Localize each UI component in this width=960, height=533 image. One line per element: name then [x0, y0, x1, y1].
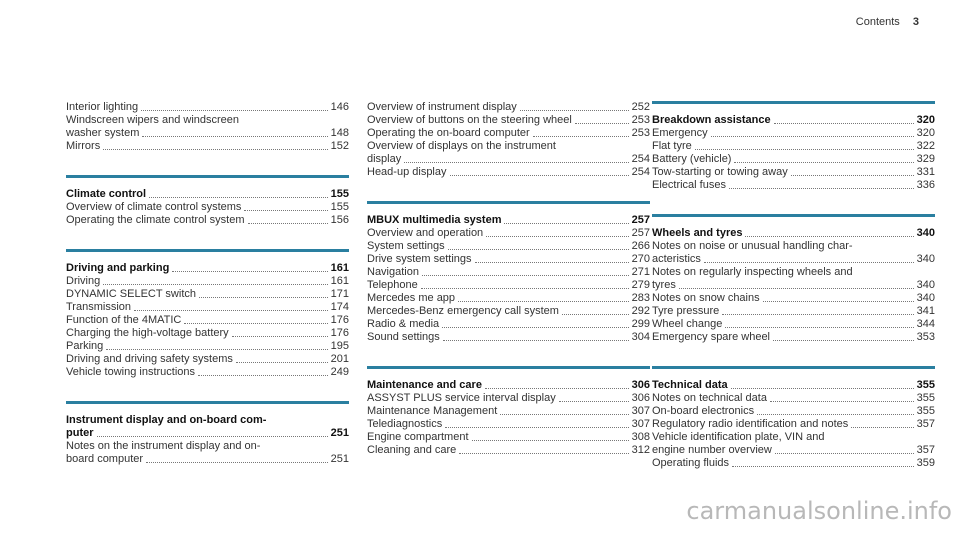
toc-entry-text: Drive system settings — [367, 253, 472, 265]
dot-leader — [757, 414, 914, 415]
toc-entry[interactable] — [652, 140, 935, 153]
dot-leader — [500, 414, 628, 415]
toc-entry-text: Flat tyre — [652, 140, 692, 152]
dot-leader — [236, 362, 328, 363]
toc-entry-text: tyres — [652, 279, 676, 291]
dot-leader — [504, 223, 628, 224]
toc-column-1 — [66, 101, 349, 488]
dot-leader — [142, 136, 327, 137]
toc-entry-text: acteristics — [652, 253, 701, 265]
toc-entry-text: Interior lighting — [66, 101, 139, 113]
toc-entry[interactable] — [367, 240, 650, 253]
toc-entry-page: 251 — [330, 453, 349, 465]
toc-entry[interactable] — [66, 353, 349, 366]
toc-entry-text: Regulatory radio identification and notes — [652, 418, 849, 430]
toc-entry-text: Operating the on-board computer — [367, 127, 530, 139]
dot-leader — [450, 175, 629, 176]
toc-column-2 — [367, 101, 650, 479]
section-rule — [652, 101, 935, 104]
section-heading-page: 340 — [916, 227, 935, 239]
toc-entry-text: board computer — [66, 453, 144, 465]
toc-entry-text: Overview of displays on the instrument — [367, 140, 556, 152]
dot-leader — [533, 136, 629, 137]
toc-section — [367, 366, 650, 457]
toc-entry-page: 355 — [916, 405, 935, 417]
toc-entry-page: 283 — [631, 292, 650, 304]
toc-entry-page: 201 — [330, 353, 349, 365]
section-heading[interactable] — [652, 114, 935, 127]
toc-entry-text: Mirrors — [66, 140, 101, 152]
toc-entry-text: display — [367, 153, 402, 165]
toc-entry-text: Wheel change — [652, 318, 723, 330]
section-rule — [66, 175, 349, 178]
toc-entry-page: 322 — [916, 140, 935, 152]
toc-entry-page: 340 — [916, 292, 935, 304]
dot-leader — [774, 123, 914, 124]
toc-entry-text: Telephone — [367, 279, 418, 291]
dot-leader — [559, 401, 629, 402]
toc-entry-text: Overview and operation — [367, 227, 484, 239]
toc-entry-text: Driving — [66, 275, 101, 287]
dot-leader — [485, 388, 629, 389]
toc-entry[interactable] — [66, 214, 349, 227]
toc-entry[interactable] — [367, 114, 650, 127]
section-heading[interactable] — [66, 262, 349, 275]
toc-section — [652, 101, 935, 192]
toc-entry-text: Operating the climate control system — [66, 214, 245, 226]
toc-entry[interactable] — [652, 405, 935, 418]
dot-leader — [404, 162, 628, 163]
toc-entry-text: Radio & media — [367, 318, 440, 330]
toc-section — [367, 101, 650, 179]
dot-leader — [146, 462, 328, 463]
dot-leader — [773, 340, 914, 341]
toc-entry-text: Head-up display — [367, 166, 447, 178]
toc-entry-text: System settings — [367, 240, 445, 252]
toc-section — [652, 214, 935, 344]
toc-entry-text: Electrical fuses — [652, 179, 726, 191]
toc-entry-text: Windscreen wipers and windscreen — [66, 114, 240, 126]
section-heading[interactable] — [367, 379, 650, 392]
toc-entry-text: Engine compartment — [367, 431, 469, 443]
dot-leader — [711, 136, 914, 137]
section-heading-page: 355 — [916, 379, 935, 391]
toc-entry-page: 156 — [330, 214, 349, 226]
section-rule — [367, 366, 650, 369]
toc-entry-text: Notes on the instrument display and on- — [66, 440, 261, 452]
dot-leader — [729, 188, 914, 189]
toc-entry-page: 357 — [916, 444, 935, 456]
toc-section — [652, 366, 935, 470]
toc-entry-page: 341 — [916, 305, 935, 317]
section-heading-text: MBUX multimedia system — [367, 214, 502, 226]
toc-entry-page: 359 — [916, 457, 935, 469]
dot-leader — [198, 375, 328, 376]
toc-entry[interactable] — [367, 101, 650, 114]
toc-entry-page: 171 — [330, 288, 349, 300]
dot-leader — [172, 271, 327, 272]
toc-entry-text: Driving and driving safety systems — [66, 353, 233, 365]
section-heading-text: Instrument display and on-board com- — [66, 414, 267, 426]
toc-entry-text: DYNAMIC SELECT switch — [66, 288, 196, 300]
toc-entry-page: 353 — [916, 331, 935, 343]
section-rule — [66, 401, 349, 404]
toc-entry[interactable] — [66, 453, 349, 466]
toc-entry[interactable] — [367, 318, 650, 331]
toc-entry-page: 195 — [330, 340, 349, 352]
dot-leader — [106, 349, 327, 350]
section-rule — [367, 201, 650, 204]
toc-entry[interactable] — [66, 314, 349, 327]
section-rule — [652, 214, 935, 217]
dot-leader — [791, 175, 914, 176]
toc-entry[interactable] — [66, 140, 349, 153]
section-heading[interactable] — [367, 214, 650, 227]
section-heading-text: Breakdown assistance — [652, 114, 771, 126]
toc-entry-text: Emergency spare wheel — [652, 331, 771, 343]
dot-leader — [445, 427, 628, 428]
toc-entry[interactable] — [367, 279, 650, 292]
toc-entry[interactable] — [66, 440, 349, 453]
toc-entry[interactable] — [367, 266, 650, 279]
section-heading-page: 161 — [330, 262, 349, 274]
section-heading-text: Maintenance and care — [367, 379, 482, 391]
toc-entry[interactable] — [66, 127, 349, 140]
toc-entry-page: 253 — [631, 127, 650, 139]
toc-entry-text: Sound settings — [367, 331, 440, 343]
toc-entry-page: 344 — [916, 318, 935, 330]
dot-leader — [704, 262, 914, 263]
toc-entry-page: 271 — [631, 266, 650, 278]
dot-leader — [562, 314, 629, 315]
toc-entry[interactable] — [652, 153, 935, 166]
toc-entry[interactable] — [66, 114, 349, 127]
dot-leader — [770, 401, 914, 402]
dot-leader — [722, 314, 913, 315]
dot-leader — [232, 336, 328, 337]
toc-entry[interactable] — [367, 153, 650, 166]
section-heading[interactable] — [652, 227, 935, 240]
dot-leader — [149, 197, 328, 198]
toc-entry-page: 299 — [631, 318, 650, 330]
toc-entry-text: Function of the 4MATIC — [66, 314, 182, 326]
toc-entry-page: 308 — [631, 431, 650, 443]
dot-leader — [763, 301, 914, 302]
toc-entry-page: 252 — [631, 101, 650, 113]
dot-leader — [475, 262, 629, 263]
dot-leader — [851, 427, 913, 428]
dot-leader — [244, 210, 327, 211]
toc-section — [66, 249, 349, 379]
toc-entry[interactable] — [66, 301, 349, 314]
toc-entry-text: Tyre pressure — [652, 305, 720, 317]
toc-entry-page: 304 — [631, 331, 650, 343]
dot-leader — [422, 275, 629, 276]
dot-leader — [734, 162, 913, 163]
toc-entry[interactable] — [66, 288, 349, 301]
toc-entry-page: 155 — [330, 201, 349, 213]
toc-entry-page: 292 — [631, 305, 650, 317]
dot-leader — [575, 123, 629, 124]
toc-entry-text: Notes on noise or unusual handling char- — [652, 240, 853, 252]
toc-entry-page: 176 — [330, 327, 349, 339]
toc-entry[interactable] — [367, 127, 650, 140]
toc-entry-page: 266 — [631, 240, 650, 252]
section-heading-page: 155 — [330, 188, 349, 200]
toc-entry-text: Emergency — [652, 127, 708, 139]
toc-entry[interactable] — [652, 305, 935, 318]
watermark: carmanualsonline.info — [686, 497, 952, 525]
section-heading[interactable] — [66, 414, 349, 427]
toc-entry-text: ASSYST PLUS service interval display — [367, 392, 556, 404]
dot-leader — [448, 249, 629, 250]
toc-section — [367, 201, 650, 344]
section-rule — [66, 249, 349, 252]
toc-section — [66, 401, 349, 466]
toc-entry-text: engine number overview — [652, 444, 772, 456]
dot-leader — [103, 149, 327, 150]
toc-entry-page: 306 — [631, 392, 650, 404]
dot-leader — [775, 453, 914, 454]
toc-entry-page: 340 — [916, 279, 935, 291]
section-heading-page: 257 — [631, 214, 650, 226]
toc-entry[interactable] — [652, 292, 935, 305]
toc-entry-text: Cleaning and care — [367, 444, 457, 456]
toc-entry[interactable] — [66, 101, 349, 114]
toc-entry-text: Telediagnostics — [367, 418, 443, 430]
dot-leader — [442, 327, 628, 328]
toc-entry[interactable] — [367, 166, 650, 179]
section-heading[interactable] — [66, 188, 349, 201]
toc-entry-page: 253 — [631, 114, 650, 126]
page-number: 3 — [912, 16, 919, 28]
toc-entry-text: Transmission — [66, 301, 131, 313]
toc-entry[interactable] — [652, 444, 935, 457]
dot-leader — [248, 223, 328, 224]
dot-leader — [731, 388, 914, 389]
toc-entry[interactable] — [652, 179, 935, 192]
toc-entry-text: Navigation — [367, 266, 419, 278]
dot-leader — [695, 149, 914, 150]
dot-leader — [486, 236, 628, 237]
toc-entry-page: 254 — [631, 153, 650, 165]
header-title: Contents — [855, 16, 900, 28]
section-heading-text: Wheels and tyres — [652, 227, 743, 239]
toc-entry[interactable] — [652, 318, 935, 331]
toc-entry-page: 270 — [631, 253, 650, 265]
dot-leader — [199, 297, 328, 298]
toc-entry-page: 357 — [916, 418, 935, 430]
section-heading-page: 251 — [330, 427, 349, 439]
toc-entry[interactable] — [66, 340, 349, 353]
toc-entry-page: 329 — [916, 153, 935, 165]
toc-entry[interactable] — [367, 227, 650, 240]
section-heading[interactable] — [66, 427, 349, 440]
toc-entry-page: 336 — [916, 179, 935, 191]
toc-entry[interactable] — [652, 166, 935, 179]
toc-entry-page: 355 — [916, 392, 935, 404]
toc-entry[interactable] — [367, 392, 650, 405]
toc-entry-page: 331 — [916, 166, 935, 178]
dot-leader — [184, 323, 327, 324]
section-heading-text: puter — [66, 427, 94, 439]
toc-entry-page: 307 — [631, 418, 650, 430]
toc-entry[interactable] — [652, 240, 935, 253]
toc-entry-text: Vehicle identification plate, VIN and — [652, 431, 825, 443]
section-heading-text: Climate control — [66, 188, 147, 200]
toc-entry[interactable] — [367, 331, 650, 344]
toc-entry-text: On-board electronics — [652, 405, 755, 417]
toc-entry-page: 176 — [330, 314, 349, 326]
toc-entry-text: Battery (vehicle) — [652, 153, 732, 165]
toc-column-3 — [652, 101, 935, 492]
toc-entry-text: Operating fluids — [652, 457, 730, 469]
toc-entry-text: Vehicle towing instructions — [66, 366, 196, 378]
toc-entry-page: 279 — [631, 279, 650, 291]
dot-leader — [679, 288, 914, 289]
toc-entry-text: Notes on regularly inspecting wheels and — [652, 266, 853, 278]
dot-leader — [134, 310, 328, 311]
toc-entry-text: Notes on snow chains — [652, 292, 760, 304]
section-heading-text: Driving and parking — [66, 262, 170, 274]
section-heading-page: 320 — [916, 114, 935, 126]
toc-entry[interactable] — [652, 331, 935, 344]
toc-entry-page: 249 — [330, 366, 349, 378]
toc-entry[interactable] — [367, 418, 650, 431]
toc-entry-page: 312 — [631, 444, 650, 456]
toc-entry-page: 161 — [330, 275, 349, 287]
toc-entry-page: 340 — [916, 253, 935, 265]
toc-entry[interactable] — [652, 266, 935, 279]
toc-entry-text: Tow-starting or towing away — [652, 166, 788, 178]
section-heading-page: 306 — [631, 379, 650, 391]
toc-entry-text: Overview of buttons on the steering wheel — [367, 114, 572, 126]
toc-entry-text: Notes on technical data — [652, 392, 767, 404]
toc-entry-text: Mercedes me app — [367, 292, 456, 304]
toc-entry[interactable] — [367, 140, 650, 153]
toc-entry[interactable] — [652, 418, 935, 431]
toc-entry[interactable] — [367, 405, 650, 418]
toc-entry-page: 254 — [631, 166, 650, 178]
toc-entry-text: washer system — [66, 127, 140, 139]
dot-leader — [472, 440, 629, 441]
dot-leader — [141, 110, 327, 111]
toc-entry[interactable] — [367, 431, 650, 444]
toc-entry[interactable] — [367, 253, 650, 266]
toc-entry[interactable] — [66, 327, 349, 340]
toc-entry-page: 174 — [330, 301, 349, 313]
toc-entry-text: Overview of climate control systems — [66, 201, 242, 213]
toc-entry-page: 307 — [631, 405, 650, 417]
page-header — [856, 16, 919, 28]
toc-entry[interactable] — [367, 292, 650, 305]
toc-entry-page: 257 — [631, 227, 650, 239]
toc-entry-page: 148 — [330, 127, 349, 139]
toc-entry[interactable] — [652, 431, 935, 444]
dot-leader — [458, 301, 629, 302]
toc-section — [66, 175, 349, 227]
toc-entry[interactable] — [652, 457, 935, 470]
section-heading-text: Technical data — [652, 379, 728, 391]
toc-entry[interactable] — [367, 444, 650, 457]
dot-leader — [459, 453, 628, 454]
toc-section — [66, 101, 349, 153]
dot-leader — [421, 288, 629, 289]
dot-leader — [97, 436, 328, 437]
toc-entry[interactable] — [652, 127, 935, 140]
toc-entry[interactable] — [367, 305, 650, 318]
toc-entry-text: Parking — [66, 340, 104, 352]
toc-entry-text: Maintenance Management — [367, 405, 498, 417]
toc-entry-page: 320 — [916, 127, 935, 139]
toc-entry[interactable] — [66, 366, 349, 379]
toc-entry-text: Charging the high-voltage battery — [66, 327, 229, 339]
dot-leader — [103, 284, 327, 285]
section-heading[interactable] — [652, 379, 935, 392]
toc-entry[interactable] — [652, 253, 935, 266]
dot-leader — [443, 340, 629, 341]
toc-entry[interactable] — [652, 392, 935, 405]
toc-entry-page: 146 — [330, 101, 349, 113]
dot-leader — [725, 327, 913, 328]
dot-leader — [745, 236, 913, 237]
dot-leader — [520, 110, 629, 111]
toc-entry[interactable] — [652, 279, 935, 292]
dot-leader — [732, 466, 914, 467]
toc-entry-page: 152 — [330, 140, 349, 152]
toc-entry[interactable] — [66, 201, 349, 214]
toc-entry[interactable] — [66, 275, 349, 288]
toc-entry-text: Overview of instrument display — [367, 101, 517, 113]
toc-entry-text: Mercedes-Benz emergency call system — [367, 305, 559, 317]
section-rule — [652, 366, 935, 369]
